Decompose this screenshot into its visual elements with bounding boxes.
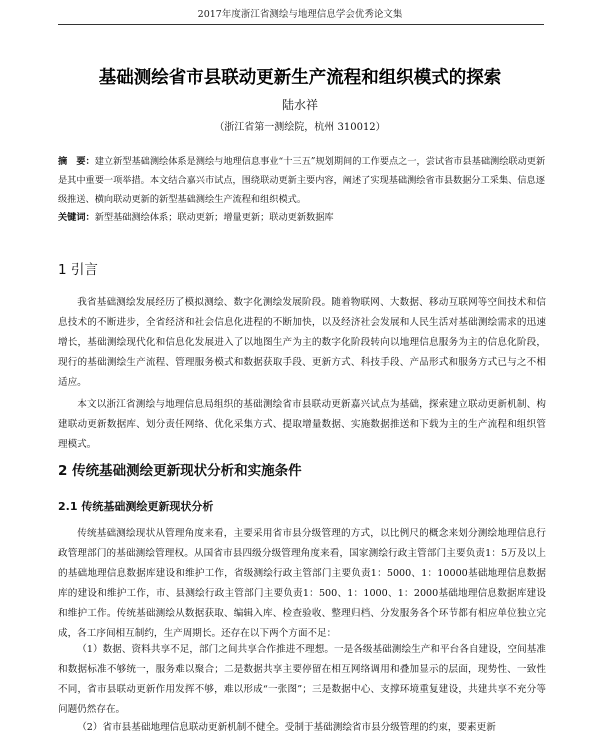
- body-paragraph: 传统基础测绘现状从管理角度来看，主要采用省市县分级管理的方式，以比例尺的概念来划分测绘地理信息行政管理部门的基础测绘管理权。从国省市县四级分级管理角度来看，国家测绘行政主管部门主要负责1：5万及以上的基础地理信息数据库建设和维护工作，省级测绘行政主管部门主要负责1：5000、1：10000基础地理信息数据库的建设和维护工作，市、县测绘行政主管部门主要负责1：500、1：1000、1：2000基础地理信息数据库建设和维护工作。传统基础测绘从数据获取、编辑入库、检查验收、整理归档、分发服务各个环节都有相应单位独立完成，各工序间相互制约，生产周期长。还存在以下两个方面不足：: [58, 528, 546, 639]
- body-paragraph: （1）数据、资料共享不足，部门之间共享合作推进不理想。一是各级基础测绘生产和平台各自建设，空间基准和数据标准不够统一，服务难以聚合；二是数据共享主要停留在相互网络调用和叠加显示的层面，现势性、一致性不同，省市县联动更新作用发挥不够，难以形成“一张图”；三是数据中心、支撑环境重复建设，共建共享不充分等问题仍然存在。: [58, 644, 546, 715]
- intro-paragraph: 本文以浙江省测绘与地理信息局组织的基础测绘省市县联动更新嘉兴试点为基础，探索建立联动更新机制、构建联动更新数据库、划分责任网络、优化采集方式、提取增量数据、实施数据推送和下载为主的生产流程和组织管理模式。: [58, 399, 546, 450]
- header-rule: [58, 24, 544, 25]
- paper-title: 基础测绘省市县联动更新生产流程和组织模式的探索: [98, 68, 502, 88]
- abstract-text: 建立新型基础测绘体系是测绘与地理信息事业“十三五”规划期间的工作要点之一，尝试省市县基础测绘联动更新是其中重要一项举措。本文结合嘉兴市试点，围绕联动更新主要内容，阐述了实现基础测绘省市县数据分工采集、信息逐级推送、横向联动更新的新型基础测绘生产流程和组织模式。: [58, 156, 546, 205]
- keywords-text: 新型基础测绘体系；联动更新；增量更新；联动更新数据库: [94, 212, 334, 223]
- affiliation: （浙江省第一测绘院，杭州 310012）: [214, 122, 386, 133]
- keywords: [58, 211, 546, 225]
- author: 陆水祥: [281, 98, 318, 112]
- subsection-heading: 2.1 传统基础测绘更新现状分析: [58, 500, 214, 513]
- running-head: 2017年度浙江省测绘与地理信息学会优秀论文集: [197, 9, 403, 20]
- section-heading-analysis: 2 传统基础测绘更新现状分析和实施条件: [58, 463, 302, 479]
- keywords-label: 关键词：: [58, 212, 95, 223]
- section-heading-intro: 1 引言: [58, 262, 98, 278]
- body-paragraph: （2）省市县基础地理信息联动更新机制不健全。受制于基础测绘省市县分级管理的约束，要素更新: [77, 722, 496, 733]
- abstract: [58, 152, 546, 209]
- intro-paragraph: 我省基础测绘发展经历了模拟测绘、数字化测绘发展阶段。随着物联网、大数据、移动互联网等空间技术和信息技术的不断进步，全省经济和社会信息化进程的不断加快，以及经济社会发展和人民生活对基础测绘需求的迅速增长，基础测绘现代化和信息化发展进入了以地图生产为主的数字化阶段转向以地理信息服务为主的信息化阶段，现行的基础测绘生产流程、管理服务模式和数据获取手段、更新方式、科技手段、产品形式和服务方式已与之不相适应。: [58, 297, 546, 388]
- abstract-label: 摘 要：: [58, 156, 95, 167]
